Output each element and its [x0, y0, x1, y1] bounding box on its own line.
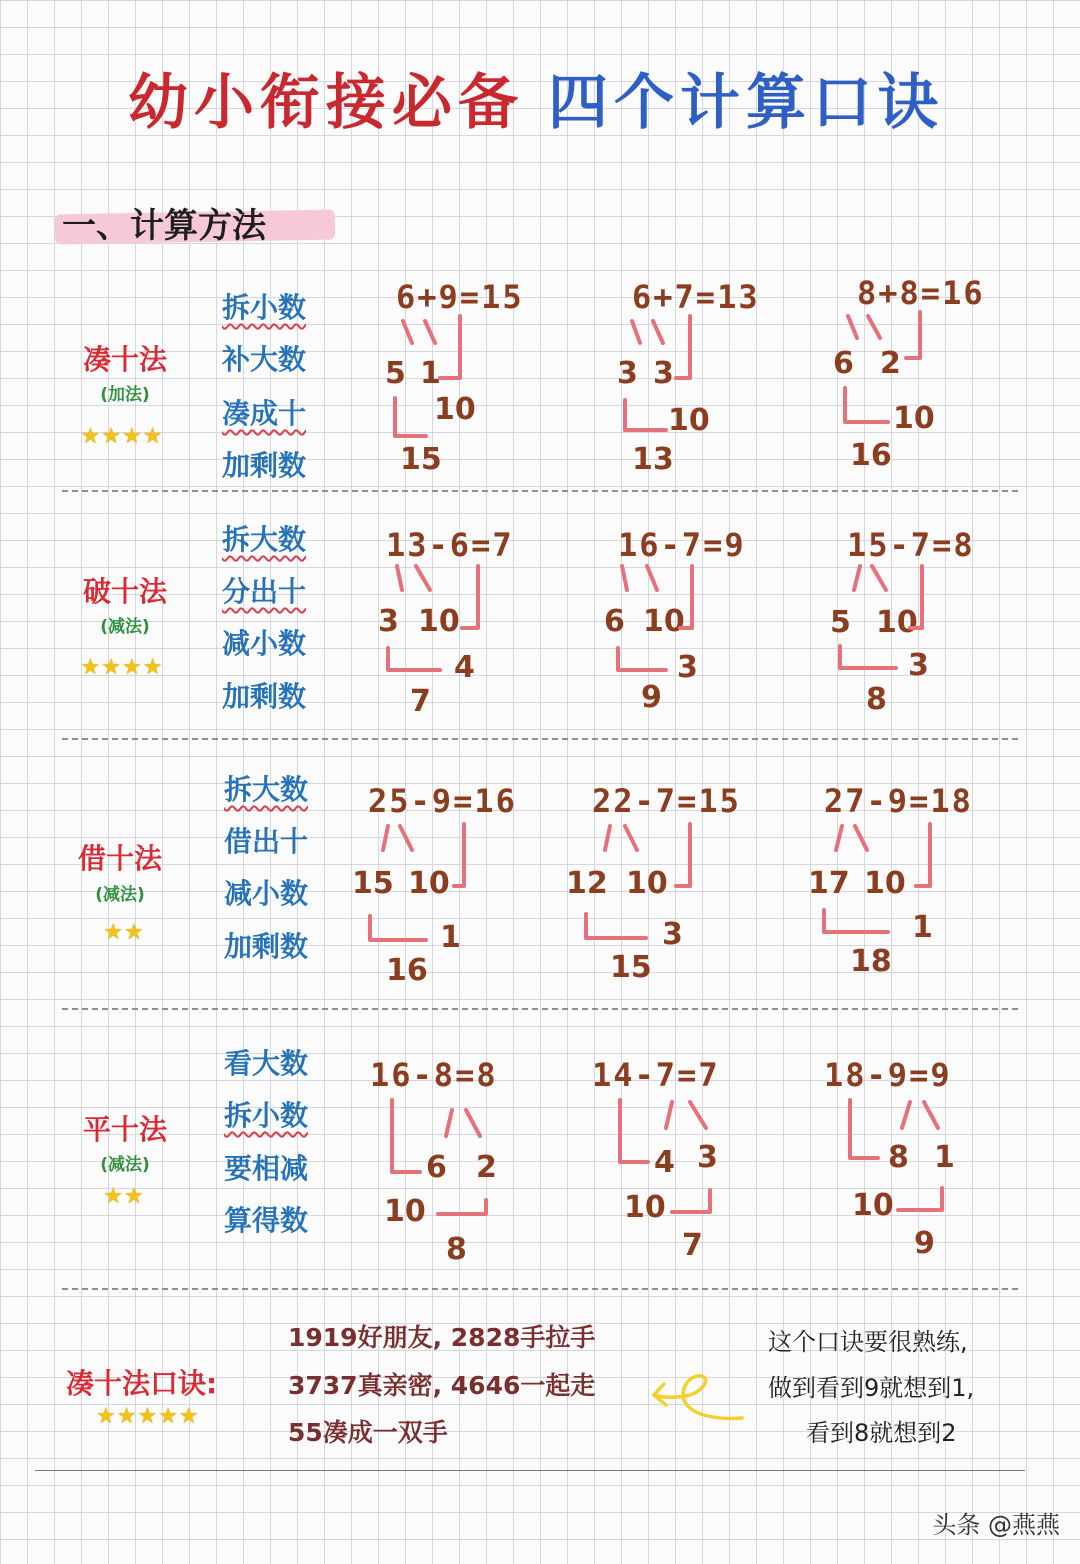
- method-step: 拆大数: [222, 523, 307, 556]
- split-part: 3: [378, 604, 399, 639]
- difference-value: 1: [440, 920, 461, 955]
- tip-note: 这个口诀要很熟练,: [768, 1328, 968, 1356]
- result-value: 16: [850, 438, 892, 473]
- method-step: 算得数: [224, 1204, 309, 1237]
- result-value: 9: [914, 1226, 935, 1261]
- split-part: 3: [697, 1140, 718, 1175]
- equation: 14-7=7: [592, 1056, 720, 1094]
- ten-value: 10: [434, 392, 476, 427]
- split-part: 12: [566, 866, 608, 901]
- method-type: (减法): [100, 1155, 150, 1175]
- tip-note: 看到8就想到2: [806, 1419, 957, 1447]
- split-part: 10: [418, 604, 460, 639]
- split-part: 2: [880, 346, 901, 381]
- result-value: 18: [850, 944, 892, 979]
- ten-value: 10: [852, 1188, 894, 1223]
- mnemonic-line: 3737真亲密, 4646一起走: [288, 1371, 596, 1400]
- split-part: 4: [654, 1145, 675, 1180]
- title-right: 四个计算口诀: [548, 68, 944, 138]
- method-step: 补大数: [222, 343, 307, 376]
- method-step: 分出十: [222, 575, 307, 608]
- star-rating: ★★: [103, 1184, 145, 1209]
- result-value: 8: [446, 1232, 467, 1267]
- mnemonic-label: 凑十法口诀:: [66, 1367, 218, 1400]
- result-value: 16: [386, 953, 428, 988]
- result-value: 7: [410, 684, 431, 719]
- equation: 13-6=7: [386, 526, 514, 564]
- method-step: 加剩数: [222, 680, 307, 713]
- tip-note: 做到看到9就想到1,: [768, 1374, 975, 1402]
- split-part: 3: [653, 356, 674, 391]
- ten-value: 10: [384, 1194, 426, 1229]
- result-value: 9: [641, 680, 662, 715]
- split-part: 5: [385, 356, 406, 391]
- result-value: 15: [400, 442, 442, 477]
- split-part: 3: [617, 356, 638, 391]
- split-part: 8: [888, 1140, 909, 1175]
- equation: 18-9=9: [824, 1056, 952, 1094]
- equation: 6+9=15: [396, 278, 524, 316]
- star-rating: ★★★★: [80, 655, 164, 680]
- split-part: 6: [426, 1150, 447, 1185]
- method-step: 加剩数: [224, 930, 309, 963]
- method-step: 看大数: [224, 1047, 309, 1080]
- split-part: 17: [808, 866, 850, 901]
- split-part: 15: [352, 866, 394, 901]
- method-step: 要相减: [224, 1152, 309, 1185]
- ten-value: 10: [668, 403, 710, 438]
- difference-value: 3: [677, 650, 698, 685]
- title-left: 幼小衔接必备: [128, 68, 524, 138]
- result-value: 8: [866, 682, 887, 717]
- watermark: 头条 @燕燕: [932, 1511, 1060, 1539]
- mnemonic-line: 55凑成一双手: [288, 1418, 448, 1447]
- star-rating: ★★★★: [80, 424, 164, 449]
- method-step: 拆小数: [224, 1099, 309, 1132]
- equation: 8+8=16: [857, 274, 985, 312]
- split-part: 10: [876, 605, 918, 640]
- star-rating: ★★★★★: [96, 1404, 200, 1429]
- method-type: (减法): [95, 885, 145, 905]
- method-step: 借出十: [224, 825, 309, 858]
- split-part: 2: [476, 1150, 497, 1185]
- method-name: 破十法: [82, 575, 167, 608]
- method-step: 加剩数: [222, 449, 307, 482]
- result-value: 7: [682, 1228, 703, 1263]
- difference-value: 3: [662, 917, 683, 952]
- section-heading: 一、计算方法: [62, 206, 266, 246]
- ten-value: 10: [893, 401, 935, 436]
- result-value: 15: [610, 950, 652, 985]
- result-value: 13: [632, 442, 674, 477]
- method-name: 凑十法: [82, 343, 167, 376]
- star-rating: ★★: [103, 920, 145, 945]
- split-part: 6: [833, 346, 854, 381]
- equation: 6+7=13: [632, 278, 760, 316]
- ten-value: 10: [624, 1190, 666, 1225]
- split-part: 10: [864, 866, 906, 901]
- method-type: (减法): [100, 617, 150, 637]
- method-name: 借十法: [77, 842, 162, 875]
- equation: 25-9=16: [368, 782, 517, 820]
- split-part: 1: [934, 1140, 955, 1175]
- difference-value: 4: [454, 650, 475, 685]
- difference-value: 3: [908, 648, 929, 683]
- split-part: 5: [830, 605, 851, 640]
- method-step: 拆大数: [224, 773, 309, 806]
- equation: 16-7=9: [618, 526, 746, 564]
- split-part: 10: [408, 866, 450, 901]
- equation: 27-9=18: [824, 782, 973, 820]
- mnemonic-line: 1919好朋友, 2828手拉手: [288, 1323, 596, 1352]
- method-step: 凑成十: [222, 397, 307, 430]
- method-name: 平十法: [82, 1113, 167, 1146]
- equation: 15-7=8: [847, 526, 975, 564]
- method-step: 拆小数: [222, 291, 307, 324]
- equation: 16-8=8: [370, 1056, 498, 1094]
- difference-value: 1: [912, 910, 933, 945]
- split-part: 10: [643, 604, 685, 639]
- method-step: 减小数: [222, 627, 307, 660]
- equation: 22-7=15: [592, 782, 741, 820]
- split-part: 1: [420, 356, 441, 391]
- method-type: (加法): [100, 385, 150, 405]
- method-step: 减小数: [224, 877, 309, 910]
- bottom-rule: [35, 1470, 1025, 1471]
- split-part: 6: [604, 604, 625, 639]
- split-part: 10: [626, 866, 668, 901]
